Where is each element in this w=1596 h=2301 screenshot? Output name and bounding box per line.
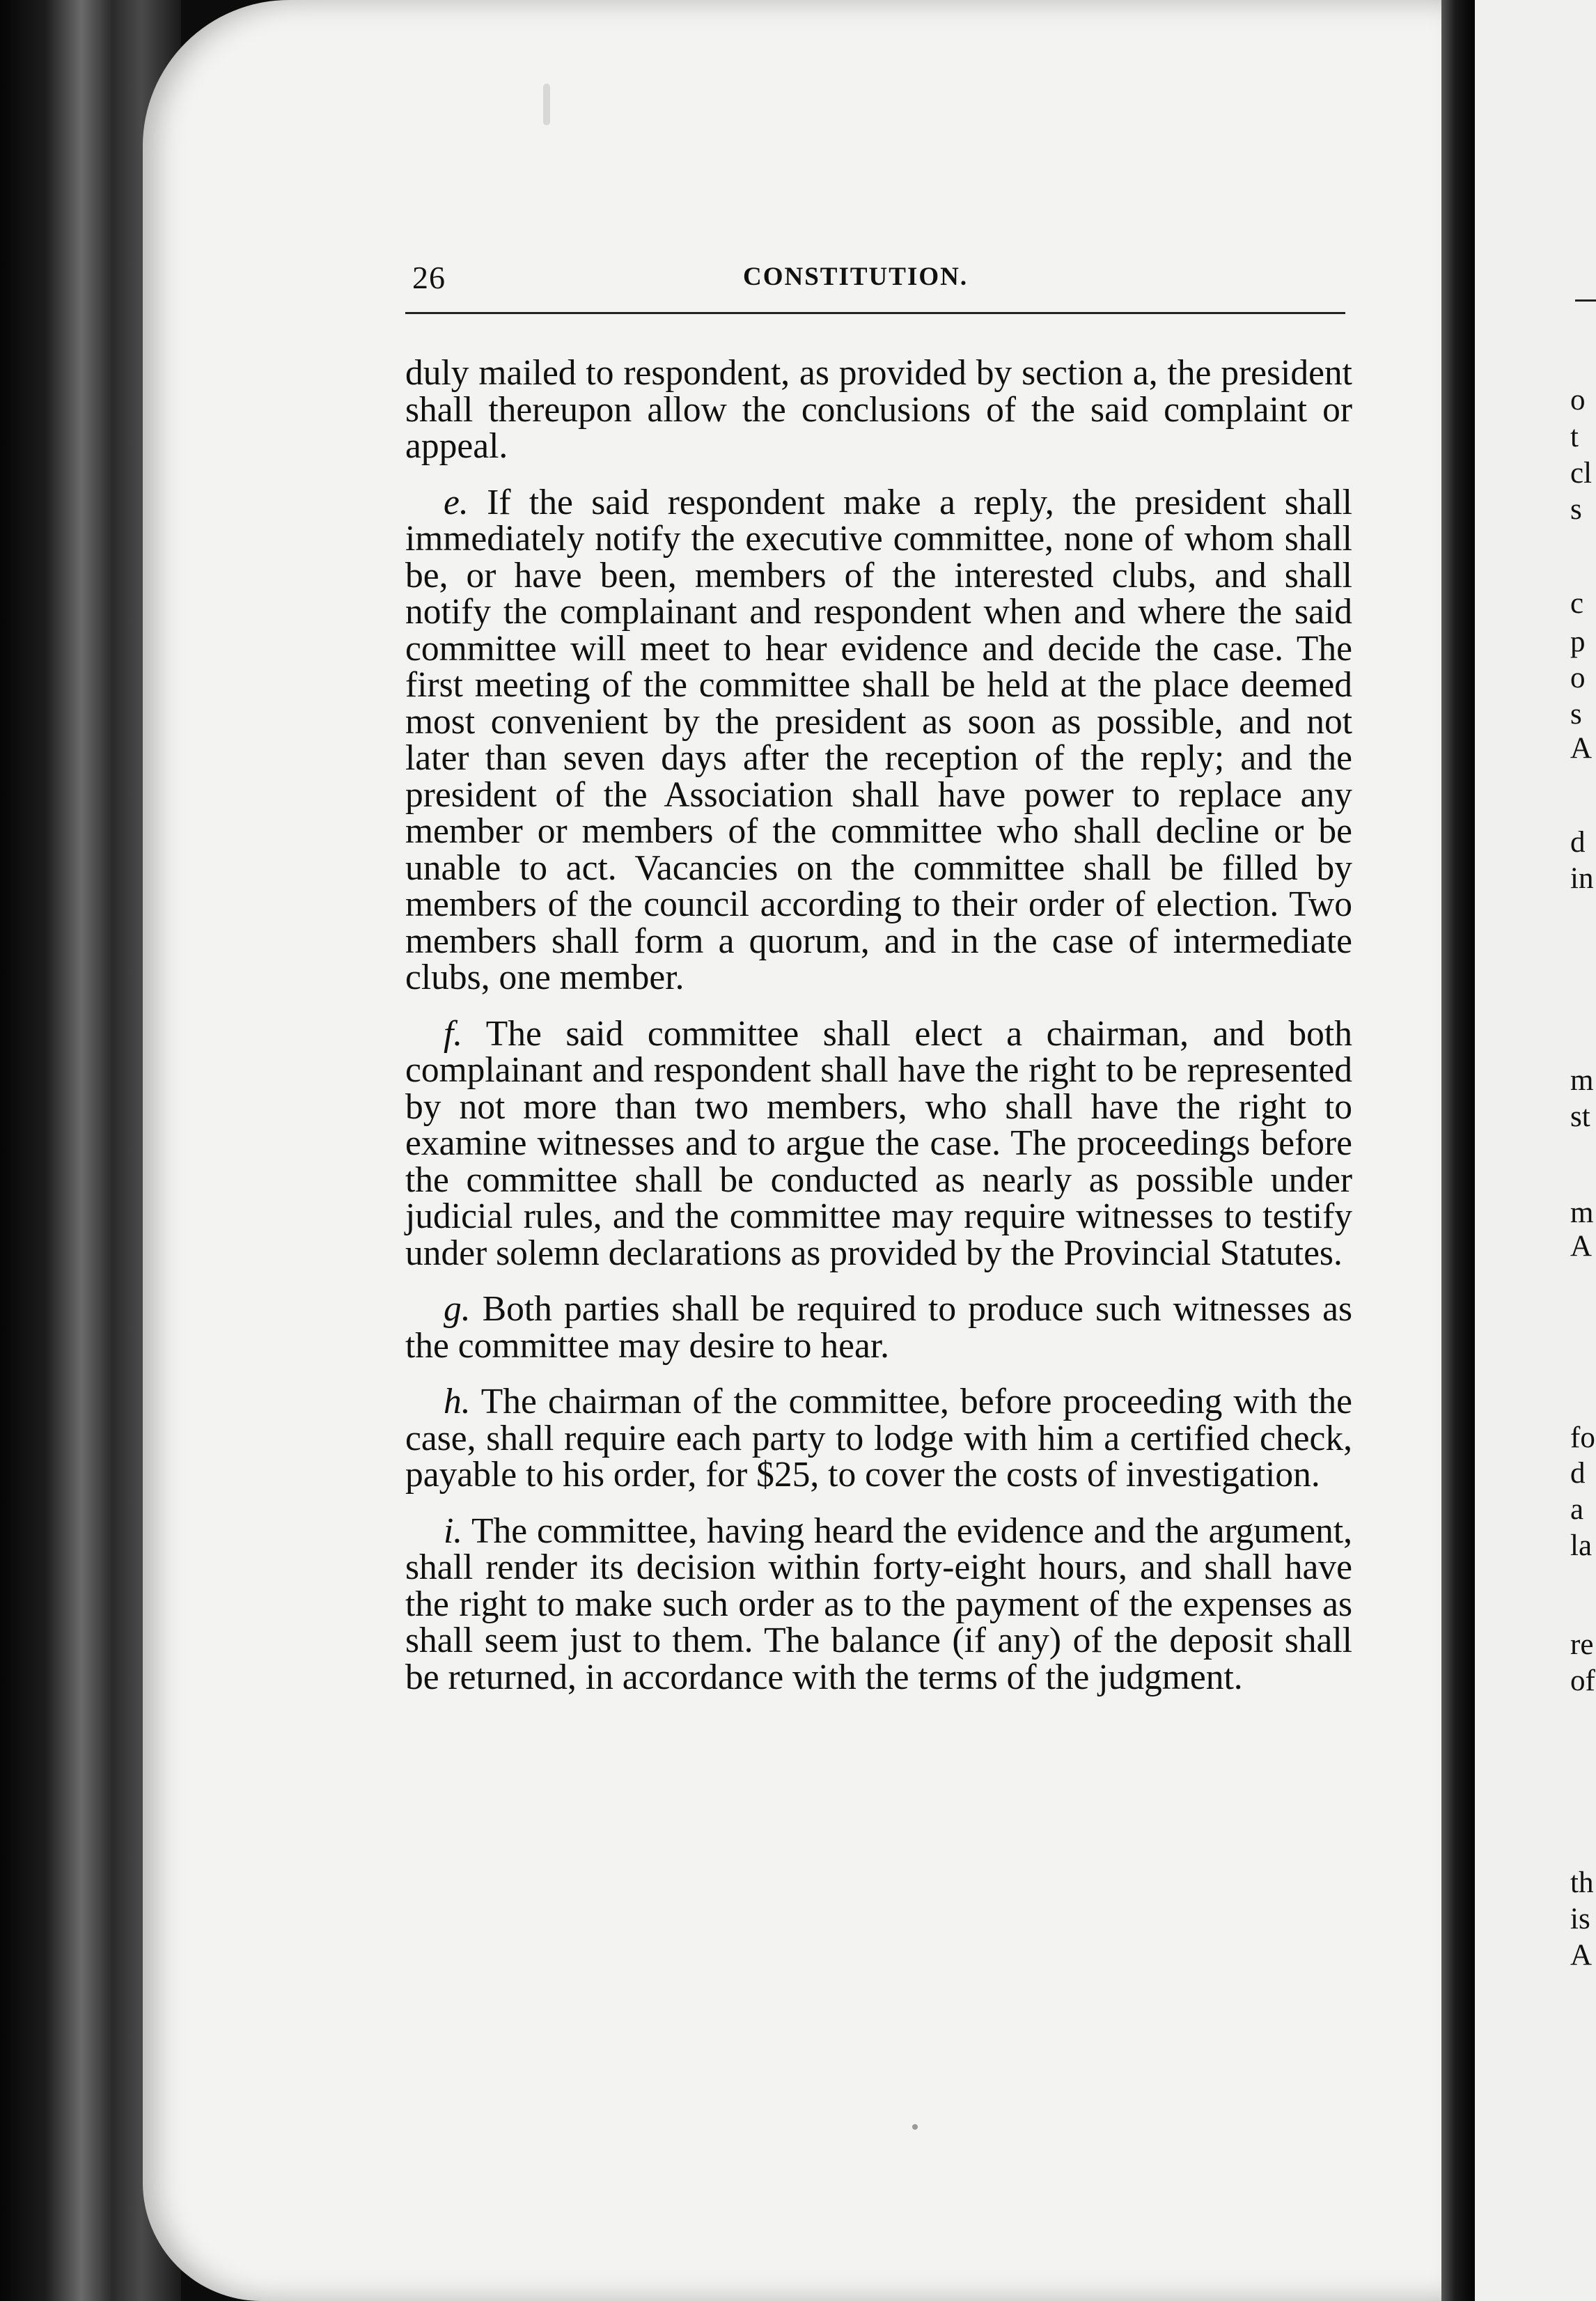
paragraph-label: h. [444,1382,471,1421]
facing-fragment: p [1570,625,1586,658]
header-rule [405,312,1345,314]
facing-fragment: A [1570,732,1593,765]
facing-page-rule [1575,299,1596,302]
paragraph-e [405,482,1352,997]
facing-fragment: re [1570,1628,1594,1661]
facing-fragment: of [1570,1664,1595,1697]
facing-fragment: A [1570,1230,1593,1263]
facing-fragment: d [1570,1457,1586,1490]
facing-fragment: in [1570,862,1594,895]
facing-fragment: o [1570,384,1586,416]
paragraph-i [405,1513,1352,1696]
paper-scratch [543,84,550,125]
paragraph-label: f. [444,1013,463,1054]
paragraph-h [405,1384,1352,1494]
page-gutter [1441,0,1476,2301]
paragraph-label: e. [444,482,469,522]
facing-fragment: a [1570,1493,1584,1526]
facing-fragment: is [1570,1903,1590,1935]
paragraph-text: duly mailed to respondent, as provided by section a, the president shall thereupon allow the conclusions of the said complaint or appeal. [405,353,1352,466]
paragraph-g [405,1291,1352,1364]
running-title: CONSTITUTION. [743,263,969,291]
paragraph-continued [405,355,1352,465]
facing-fragment: cl [1570,457,1593,490]
facing-fragment: th [1570,1866,1594,1899]
facing-fragment: d [1570,826,1586,859]
facing-fragment: st [1570,1100,1590,1133]
facing-fragment: fo [1570,1421,1595,1454]
facing-fragment: o [1570,662,1586,694]
page-body [405,355,1352,1715]
paragraph-text: If the said respondent make a reply, the president shall immediately notify the executive committee, none of whom shall be, or have been, members of the interested clubs, and shall notify the complainant and respondent when and where the said committee will meet to hear evidence and decide the case. The first meeting of the committee shall be held at the place deemed most convenient by the president as soon as possible, and not later than seven days after the reception of the reply; and the president of the Association shall have power to replace any member or members of the committee who shall decline or be unable to act. Vacancies on the committee shall be filled by members of the council according to their order of election. Two members shall form a quorum, and in the case of intermediate clubs, one member. [405,482,1352,997]
facing-fragment: s [1570,493,1582,526]
paragraph-label: i. [444,1511,463,1551]
facing-fragment: la [1570,1529,1593,1562]
paper-speck [912,2124,918,2130]
page-header [405,259,1345,301]
paragraph-f [405,1013,1352,1273]
paragraph-text: The committee, having heard the evidence and the argument, shall render its decision within forty-eight hours, and shall have the right to make such order as to the payment of the expenses as shall seem just to them. The balance (if any) of the deposit shall be returned, in accordance with the terms of the judgment. [405,1511,1353,1697]
facing-fragment: m [1570,1196,1594,1229]
paragraph-text: The chairman of the committee, before proceeding with the case, shall require each party to lodge with him a certified check, payable to his order, for $25, to cover the costs of investigation. [405,1382,1352,1495]
paragraph-label: g. [444,1289,471,1329]
facing-fragment: c [1570,587,1584,620]
facing-fragment: A [1570,1939,1593,1972]
facing-fragment: s [1570,698,1582,731]
paragraph-text: Both parties shall be required to produce such witnesses as the committee may desire to hear. [405,1289,1352,1366]
facing-fragment: m [1570,1064,1594,1097]
page-number: 26 [412,260,446,295]
paragraph-text: The said committee shall elect a chairman, and both complainant and respondent shall have the right to be represented by not more than two members, who shall have the right to examine witnesses and to argue the case. The proceedings before the committee shall be conducted as nearly as possible under judicial rules, and the committee may require witnesses to testify under solemn declarations as provided by the Provincial Statutes. [405,1013,1352,1273]
facing-fragment: t [1570,421,1579,453]
